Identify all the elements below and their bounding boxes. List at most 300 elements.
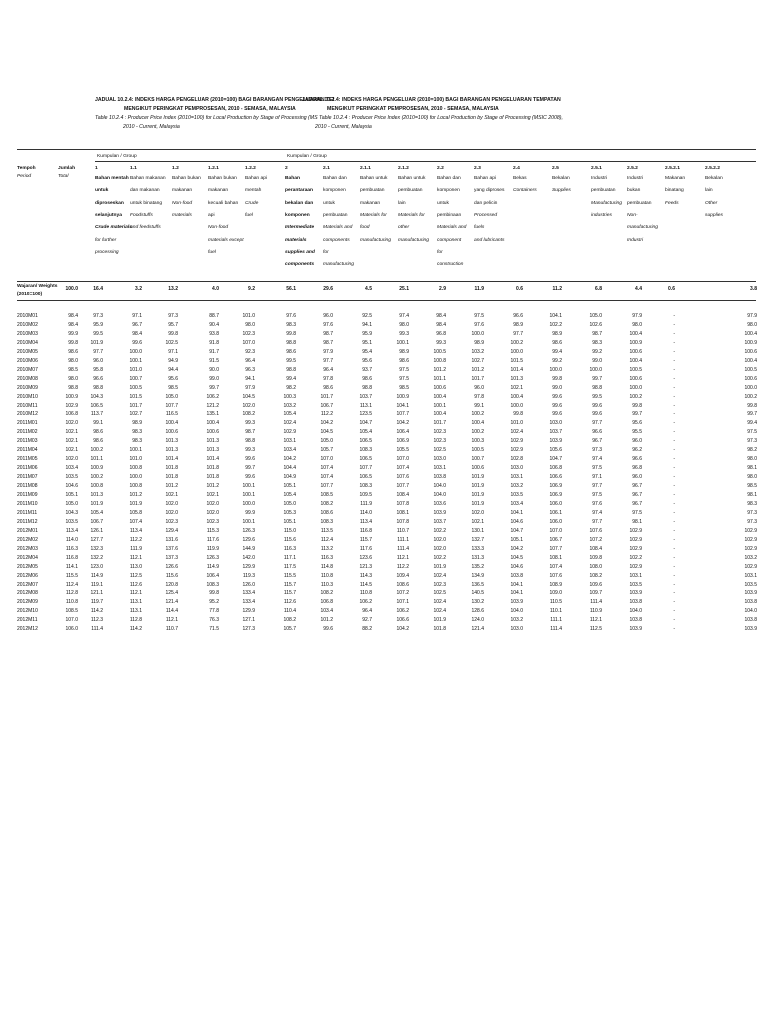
table-cell: - (673, 366, 675, 373)
title-line-2a: MENGIKUT PERINGKAT PEMPROSESAN, 2010 - SEMASA, MALAYSIA (124, 106, 296, 112)
table-cell: - (673, 384, 675, 391)
column-header-line: manufacturing (323, 262, 354, 268)
column-header-line: Bahan mentah (95, 176, 129, 181)
table-cell: 96.0 (632, 474, 642, 481)
table-cell: 100.1 (242, 518, 255, 525)
column-header-line: bekalan dan (285, 200, 314, 206)
table-cell: - (673, 509, 675, 516)
table-cell: 101.2 (129, 492, 142, 498)
row-period: 2011M09 (17, 492, 38, 498)
table-cell: 71.5 (209, 626, 219, 633)
table-cell: 104.2 (283, 456, 296, 463)
table-cell: 105.0 (165, 393, 178, 400)
table-cell: 101.9 (90, 500, 103, 507)
table-cell: 100.9 (65, 393, 78, 400)
table-cell: 99.9 (68, 330, 78, 337)
row-period: 2012M06 (17, 572, 38, 579)
table-cell: 99.5 (93, 330, 103, 337)
column-header-line: materials (285, 237, 307, 243)
table-cell: 113.0 (129, 563, 142, 570)
table-cell: 102.9 (629, 536, 642, 543)
table-cell: 103.7 (359, 393, 372, 400)
table-cell: 96.6 (513, 313, 523, 319)
table-cell: 98.0 (68, 357, 78, 364)
column-header-line: makanan (172, 188, 193, 194)
period-label: Period (17, 174, 32, 179)
table-cell: 98.4 (132, 330, 142, 337)
table-cell: 102.5 (433, 590, 446, 597)
table-cell: 111.4 (91, 626, 103, 633)
table-cell: 98.9 (399, 348, 409, 355)
table-cell: 99.3 (245, 447, 255, 454)
table-cell: 98.1 (747, 492, 757, 498)
table-cell: 102.6 (589, 321, 602, 328)
table-cell: 112.4 (320, 536, 333, 543)
table-cell: 114.5 (359, 581, 372, 588)
column-header-line: component (437, 237, 462, 243)
table-cell: 116.3 (283, 545, 296, 552)
table-cell: 107.0 (65, 617, 78, 624)
title-line-4a: 2010 - Current, Malaysia (123, 124, 180, 130)
table-cell: 103.2 (471, 348, 484, 355)
table-cell: 100.0 (549, 366, 562, 373)
table-cell: 102.0 (471, 509, 484, 516)
table-cell: 106.1 (549, 509, 562, 516)
table-cell: 114.8 (320, 563, 333, 570)
table-cell: 100.0 (744, 384, 757, 391)
table-cell: 102.0 (206, 509, 219, 516)
table-cell: 107.8 (396, 500, 409, 507)
table-cell: 132.2 (90, 554, 103, 561)
row-period: 2012M03 (17, 545, 38, 552)
table-cell: 102.4 (433, 572, 446, 579)
table-cell: 105.4 (283, 492, 296, 498)
table-cell: 99.6 (323, 626, 333, 633)
table-cell: 100.1 (433, 402, 446, 409)
table-cell: 103.1 (510, 474, 523, 481)
table-cell: 104.1 (510, 581, 523, 588)
table-cell: 110.9 (589, 608, 602, 615)
table-cell: 108.9 (549, 581, 562, 588)
column-code: 2 (285, 166, 288, 171)
table-cell: 100.2 (90, 474, 103, 481)
table-cell: 99.6 (245, 474, 255, 481)
row-period: 2010M12 (17, 411, 38, 418)
table-cell: 98.6 (362, 375, 372, 382)
table-cell: 107.4 (396, 465, 409, 472)
tempoh-label: Tempoh (17, 166, 36, 171)
table-cell: 121.4 (165, 599, 178, 606)
table-cell: 97.1 (168, 348, 178, 355)
table-cell: 121.1 (90, 590, 103, 597)
table-cell: 115.5 (283, 572, 296, 579)
table-cell: 131.6 (165, 536, 178, 543)
table-cell: 104.7 (359, 420, 372, 427)
column-header-line: Industri (627, 237, 644, 243)
table-cell: 98.8 (286, 339, 296, 346)
weight-value: 4.5 (365, 286, 372, 292)
table-cell: 101.4 (206, 456, 219, 463)
table-cell: 96.2 (632, 447, 642, 454)
table-cell: 95.5 (632, 429, 642, 436)
table-cell: 106.8 (320, 599, 333, 606)
table-cell: 100.5 (471, 447, 484, 454)
table-cell: 114.0 (65, 536, 78, 543)
column-header-line: components (323, 237, 350, 243)
table-cell: 94.1 (362, 321, 372, 328)
column-header-line: binatang (665, 188, 684, 194)
table-cell: 97.5 (399, 375, 409, 382)
table-cell: 100.5 (433, 348, 446, 355)
table-cell: 132.7 (471, 536, 484, 543)
table-cell: - (673, 617, 675, 624)
table-cell: 103.4 (283, 447, 296, 454)
column-header-line: Bahan dan (437, 176, 461, 181)
table-cell: 102.5 (165, 339, 178, 346)
table-cell: 102.0 (65, 420, 78, 427)
table-cell: 97.3 (592, 447, 602, 454)
table-cell: 101.3 (510, 375, 523, 382)
table-cell: 107.7 (549, 545, 562, 552)
table-cell: 113.1 (359, 402, 372, 409)
table-cell: 97.3 (747, 438, 757, 445)
table-cell: 119.7 (90, 599, 103, 606)
column-header-line: kecuali bahan (208, 200, 239, 206)
table-cell: 96.7 (632, 483, 642, 490)
table-cell: 102.4 (433, 599, 446, 606)
table-cell: 97.6 (286, 313, 296, 319)
table-cell: - (673, 474, 675, 481)
table-cell: 98.3 (286, 321, 296, 328)
column-header-line: for (323, 249, 329, 255)
table-cell: 109.4 (396, 572, 409, 579)
column-header-line: materials (172, 212, 192, 218)
table-cell: 109.6 (589, 581, 602, 588)
column-header-line: fuels (474, 225, 485, 231)
table-cell: 100.1 (242, 492, 255, 498)
column-header-line: Bahan (285, 176, 300, 181)
table-cell: 98.6 (93, 429, 103, 436)
table-cell: 102.9 (744, 527, 757, 534)
table-cell: 107.6 (589, 527, 602, 534)
table-cell: 96.7 (632, 492, 642, 498)
table-cell: 97.4 (592, 456, 602, 463)
table-cell: 103.1 (283, 438, 296, 445)
row-period: 2010M04 (17, 339, 38, 346)
column-code: 2.5.1 (591, 166, 602, 171)
table-cell: 98.0 (68, 375, 78, 382)
column-code: 2.1.2 (398, 166, 409, 171)
table-cell: 98.1 (747, 465, 757, 472)
table-cell: 104.5 (510, 554, 523, 561)
table-cell: 103.5 (744, 581, 757, 588)
table-cell: 101.9 (433, 617, 446, 624)
table-cell: 99.3 (399, 330, 409, 337)
table-cell: 121.4 (471, 626, 484, 633)
table-cell: 93.8 (209, 330, 219, 337)
table-cell: 115.7 (359, 536, 372, 543)
table-cell: 103.7 (433, 518, 446, 525)
column-header-line: fuel (245, 212, 253, 218)
table-cell: 99.8 (168, 330, 178, 337)
table-cell: 103.2 (510, 617, 523, 624)
table-cell: 115.6 (165, 572, 178, 579)
table-cell: 102.9 (744, 545, 757, 552)
table-cell: 94.9 (168, 357, 178, 364)
column-header-line: and lubricants (474, 237, 505, 243)
table-cell: 129.4 (165, 527, 178, 534)
table-cell: 102.9 (629, 527, 642, 534)
table-cell: 101.4 (510, 366, 523, 373)
table-cell: 98.9 (474, 339, 484, 346)
row-period: 2010M03 (17, 330, 38, 337)
table-cell: 113.4 (129, 527, 142, 534)
table-cell: 96.6 (632, 456, 642, 463)
table-cell: 99.8 (632, 402, 642, 409)
table-cell: 107.4 (549, 563, 562, 570)
table-cell: 106.0 (549, 518, 562, 525)
table-cell: - (673, 456, 675, 463)
table-cell: 103.9 (744, 626, 757, 633)
table-cell: 102.9 (744, 563, 757, 570)
table-cell: 144.9 (242, 545, 255, 552)
table-cell: - (673, 447, 675, 454)
table-cell: 102.2 (433, 554, 446, 561)
table-cell: 102.0 (165, 509, 178, 516)
table-cell: 115.3 (206, 527, 219, 534)
table-cell: 106.4 (206, 572, 219, 579)
table-cell: 96.4 (245, 357, 255, 364)
table-cell: 96.8 (632, 465, 642, 472)
row-period: 2012M10 (17, 608, 38, 615)
table-cell: 100.6 (629, 348, 642, 355)
table-cell: 114.1 (65, 563, 78, 570)
column-header-line: pembuatan (398, 188, 423, 194)
table-cell: 115.5 (65, 572, 78, 579)
table-cell: 106.0 (549, 500, 562, 507)
table-cell: 107.4 (320, 465, 333, 472)
table-cell: 102.1 (165, 492, 178, 498)
column-header-line: materials except (208, 237, 244, 243)
table-cell: 98.3 (747, 500, 757, 507)
table-cell: 103.5 (629, 581, 642, 588)
row-period: 2011M05 (17, 456, 38, 463)
table-cell: 98.2 (286, 384, 296, 391)
table-cell: 107.6 (396, 474, 409, 481)
column-code: 2.5 (552, 166, 559, 171)
table-cell: 127.7 (90, 536, 103, 543)
table-cell: 102.9 (629, 545, 642, 552)
table-cell: 100.7 (471, 456, 484, 463)
column-header-line: pembuatan (360, 188, 385, 194)
table-cell: 126.0 (242, 581, 255, 588)
table-cell: 108.6 (320, 509, 333, 516)
column-header-line: Non-food (208, 225, 229, 231)
column-header-line: Processed (474, 212, 498, 218)
table-cell: 106.9 (549, 492, 562, 498)
column-header-line: for further (95, 237, 117, 243)
column-header-line: mentah (245, 188, 262, 194)
column-code: 2.5.2.2 (705, 166, 720, 171)
table-cell: 102.3 (433, 429, 446, 436)
table-cell: 114.4 (165, 608, 178, 615)
table-cell: 113.1 (129, 599, 142, 606)
table-cell: 98.6 (323, 384, 333, 391)
table-cell: - (673, 420, 675, 427)
table-cell: 101.0 (242, 313, 255, 319)
table-cell: 97.9 (747, 313, 757, 319)
table-cell: 119.1 (90, 581, 103, 588)
table-cell: 107.4 (320, 474, 333, 481)
table-cell: 99.0 (552, 384, 562, 391)
table-cell: 99.8 (552, 375, 562, 382)
table-cell: 115.7 (283, 581, 296, 588)
table-cell: - (673, 429, 675, 436)
table-cell: 101.7 (320, 393, 333, 400)
table-cell: 88.2 (362, 626, 372, 633)
table-cell: - (673, 330, 675, 337)
table-cell: 108.2 (283, 617, 296, 624)
table-cell: 100.4 (433, 411, 446, 418)
column-header-line: dan makanan (130, 188, 160, 194)
table-cell: 100.2 (744, 393, 757, 400)
table-cell: 107.0 (320, 456, 333, 463)
table-cell: 127.1 (242, 617, 255, 624)
column-header-line: makanan (208, 188, 229, 194)
table-cell: 111.9 (360, 500, 372, 507)
table-cell: 103.7 (549, 429, 562, 436)
table-cell: 103.0 (433, 456, 446, 463)
row-period: 2011M01 (17, 420, 38, 427)
table-cell: 102.3 (242, 330, 255, 337)
table-cell: 98.0 (399, 321, 409, 328)
table-cell: 105.0 (283, 500, 296, 507)
table-cell: 100.6 (629, 375, 642, 382)
table-cell: 98.5 (399, 384, 409, 391)
table-cell: 97.7 (592, 518, 602, 525)
column-header-line: construction (437, 262, 464, 268)
table-cell: 101.9 (129, 500, 142, 507)
table-cell: 95.6 (362, 357, 372, 364)
table-cell: 98.8 (362, 384, 372, 391)
row-period: 2010M08 (17, 375, 38, 382)
row-period: 2011M10 (17, 500, 38, 507)
table-cell: 124.0 (471, 617, 484, 624)
title-line-4b: 2010 - Current, Malaysia (315, 124, 372, 130)
table-cell: 90.4 (209, 321, 219, 328)
table-cell: 142.0 (242, 554, 255, 561)
table-cell: 110.8 (359, 590, 372, 597)
column-header-line: yang diproses (474, 188, 505, 194)
column-header-line: untuk binatang (130, 200, 163, 206)
column-code: 2.5.2.1 (665, 166, 680, 171)
table-cell: 101.2 (471, 366, 484, 373)
table-cell: 97.3 (168, 313, 178, 319)
table-cell: 126.6 (165, 563, 178, 570)
table-cell: 91.5 (209, 357, 219, 364)
table-cell: 100.6 (744, 375, 757, 382)
table-cell: 107.0 (396, 456, 409, 463)
table-cell: 97.1 (592, 474, 602, 481)
table-cell: 96.7 (632, 500, 642, 507)
table-cell: 103.8 (629, 599, 642, 606)
table-cell: 100.5 (744, 366, 757, 373)
table-cell: 103.2 (510, 483, 523, 490)
row-period: 2011M02 (17, 429, 38, 436)
table-cell: 94.1 (245, 375, 255, 382)
table-cell: 95.9 (362, 330, 372, 337)
table-cell: 102.1 (206, 492, 219, 498)
table-cell: - (673, 500, 675, 507)
column-code: 1.2 (172, 166, 179, 171)
column-code: 2.1 (323, 166, 330, 171)
table-cell: 101.2 (320, 617, 333, 624)
column-header-line: api (208, 212, 215, 218)
table-cell: 113.1 (129, 608, 142, 615)
column-header-line: Non-food (172, 200, 193, 206)
column-header-line: other (398, 225, 410, 231)
table-cell: 108.5 (320, 492, 333, 498)
table-cell: 103.4 (320, 608, 333, 615)
table-cell: 112.5 (129, 572, 142, 579)
table-cell: - (673, 465, 675, 472)
table-cell: 100.4 (510, 393, 523, 400)
table-cell: 109.8 (589, 554, 602, 561)
table-cell: 104.0 (510, 608, 523, 615)
table-cell: 103.8 (629, 617, 642, 624)
table-cell: 98.6 (552, 339, 562, 346)
column-header-line: pembinaan (437, 212, 462, 218)
column-header-line: lain (398, 200, 406, 206)
table-cell: 98.7 (323, 330, 333, 337)
table-cell: 102.3 (433, 581, 446, 588)
weight-value: 0.6 (668, 286, 675, 292)
row-period: 2012M08 (17, 590, 38, 597)
column-code: 2.3 (474, 166, 481, 171)
table-cell: 108.1 (396, 509, 409, 516)
table-cell: 97.5 (399, 366, 409, 373)
table-cell: - (673, 492, 675, 498)
table-cell: 110.4 (283, 608, 296, 615)
table-cell: - (673, 626, 675, 633)
table-cell: 109.5 (359, 492, 372, 498)
table-cell: 105.5 (396, 447, 409, 454)
column-header-line: Materials for (398, 212, 425, 218)
table-cell: - (673, 527, 675, 534)
row-period: 2011M12 (17, 518, 38, 525)
total-label: Total (58, 174, 69, 179)
table-cell: 97.7 (592, 420, 602, 427)
table-cell: 111.9 (130, 545, 142, 552)
table-cell: 103.6 (433, 500, 446, 507)
table-cell: 99.4 (747, 420, 757, 427)
table-cell: 100.1 (396, 339, 409, 346)
table-cell: 100.6 (165, 429, 178, 436)
table-cell: 104.5 (242, 393, 255, 400)
column-header-line: untuk (95, 188, 109, 194)
table-cell: 105.3 (283, 509, 296, 516)
jumlah-label: Jumlah (58, 166, 76, 171)
table-cell: 100.4 (629, 357, 642, 364)
table-cell: - (673, 518, 675, 525)
table-cell: 116.3 (65, 545, 78, 552)
table-cell: 104.3 (65, 509, 78, 516)
table-cell: - (673, 375, 675, 382)
weight-value: 56.1 (286, 286, 296, 292)
table-cell: 98.0 (747, 321, 757, 328)
table-cell: 135.2 (471, 563, 484, 570)
table-cell: 102.5 (433, 447, 446, 454)
